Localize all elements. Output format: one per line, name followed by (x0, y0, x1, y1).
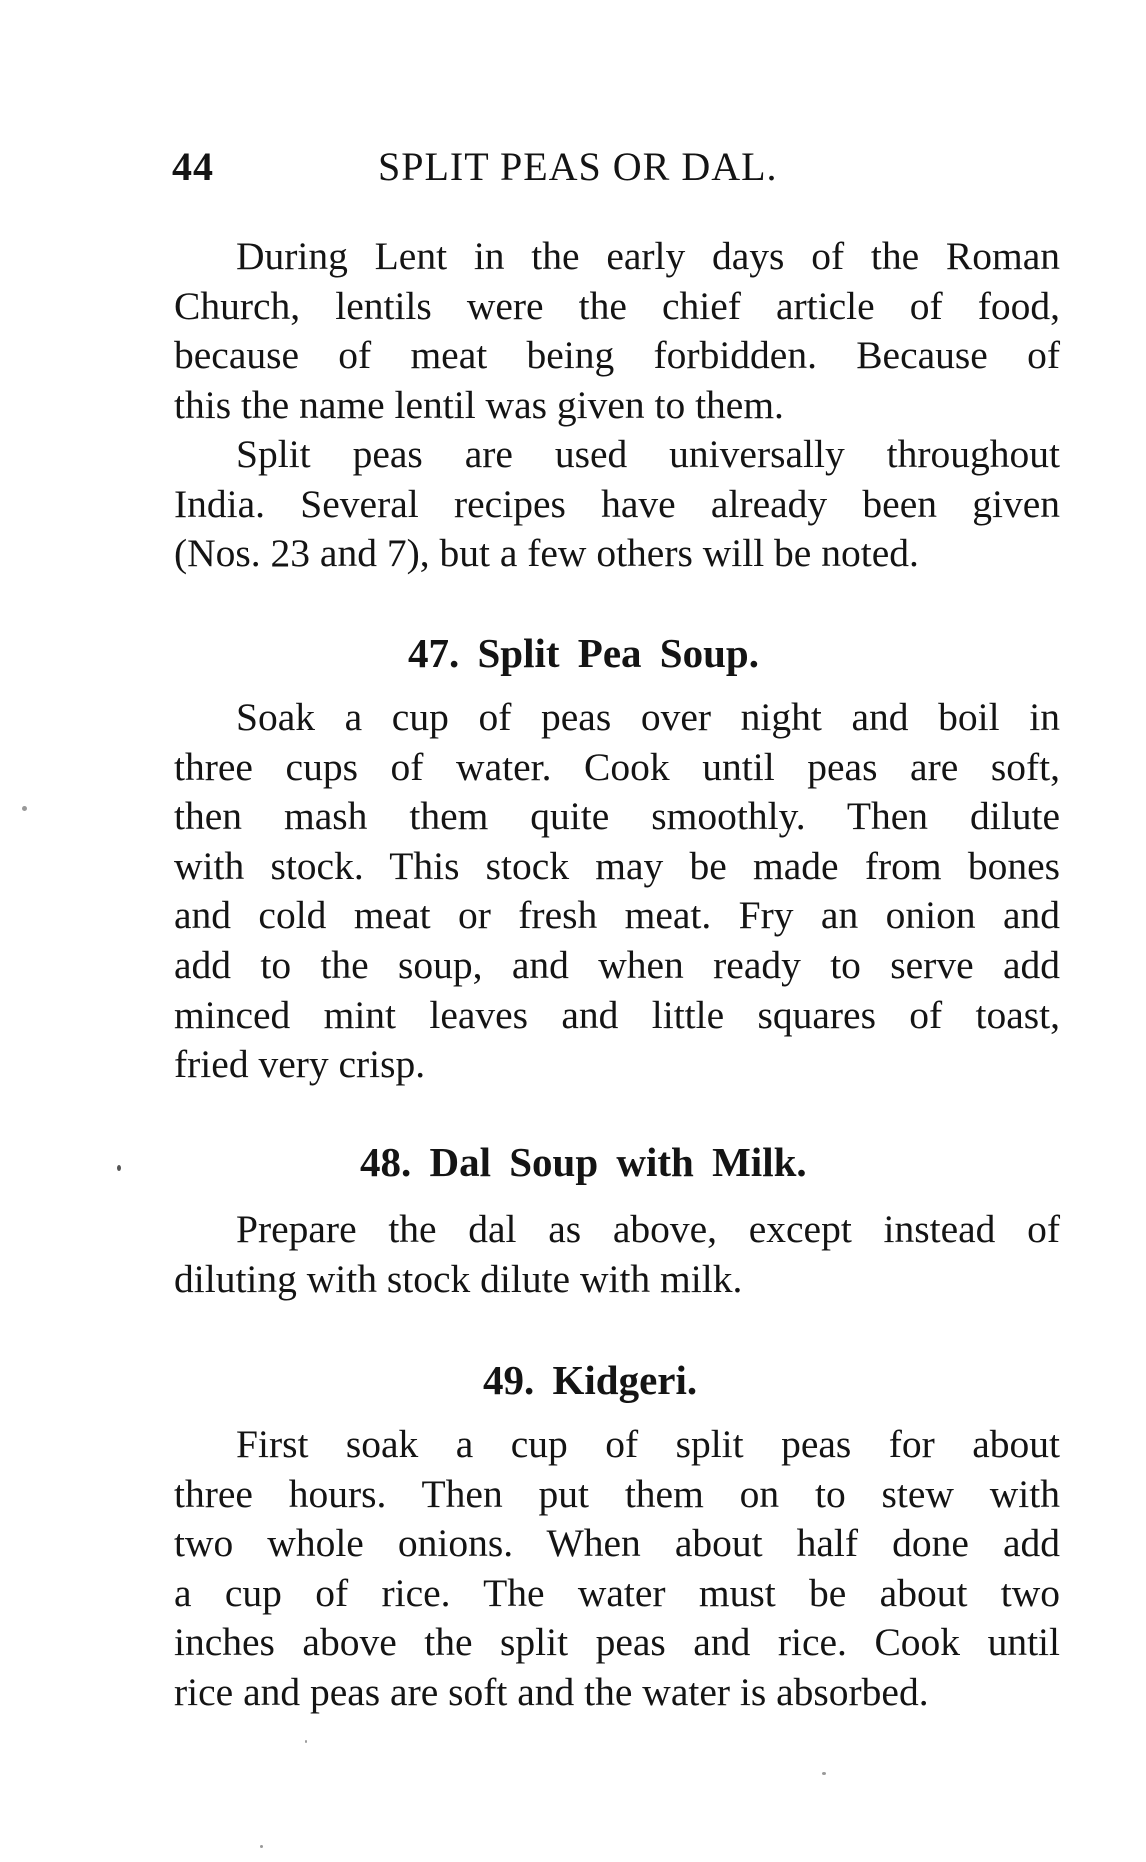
recipe-48-body (174, 1205, 1060, 1304)
text-line: because of meat being forbidden. Because of (174, 333, 1060, 378)
text-line: a cup of rice. The water must be about two (174, 1570, 1060, 1615)
text-line: and cold meat or fresh meat. Fry an onion and (174, 893, 1060, 938)
text-line: add to the soup, and when ready to serve add (174, 942, 1060, 987)
running-title: SPLIT PEAS OR DAL. (378, 144, 778, 189)
scan-speck (22, 806, 27, 811)
scan-speck (117, 1165, 121, 1171)
text-line: with stock. This stock may be made from bones (174, 843, 1060, 888)
intro-paragraph-2 (174, 430, 1060, 579)
text-line: Church, lentils were the chief article of food, (174, 283, 1060, 328)
text-line: rice and peas are soft and the water is absorbed. (174, 1669, 929, 1714)
text-line: Split peas are used universally throughout (236, 432, 1060, 476)
text-line: During Lent in the early days of the Roman (236, 234, 1060, 278)
text-line: three hours. Then put them on to stew with (174, 1471, 1060, 1516)
text-line: two whole onions. When about half done add (174, 1521, 1060, 1566)
text-line: then mash them quite smoothly. Then dilute (174, 794, 1060, 839)
scan-speck (305, 1740, 307, 1743)
recipe-47-body (174, 693, 1060, 1090)
text-line: Prepare the dal as above, except instead of (236, 1207, 1060, 1251)
recipe-49-body (174, 1420, 1060, 1718)
text-line: three cups of water. Cook until peas are soft, (174, 744, 1060, 789)
text-line: India. Several recipes have already been given (174, 481, 1060, 526)
text-line: diluting with stock dilute with milk. (174, 1256, 743, 1301)
text-line: inches above the split peas and rice. Cook until (174, 1620, 1060, 1665)
recipe-48-heading: 48. Dal Soup with Milk. (360, 1139, 807, 1185)
text-line: this the name lentil was given to them. (174, 382, 784, 427)
text-line: Soak a cup of peas over night and boil in (236, 695, 1060, 739)
text-line: (Nos. 23 and 7), but a few others will be noted. (174, 531, 919, 576)
intro-paragraph-1 (174, 232, 1060, 430)
page-header (172, 142, 1072, 192)
recipe-47-heading: 47. Split Pea Soup. (408, 630, 759, 676)
text-line: First soak a cup of split peas for about (236, 1422, 1060, 1466)
page-number: 44 (172, 144, 214, 189)
text-line: minced mint leaves and little squares of toast, (174, 992, 1060, 1037)
text-line: fried very crisp. (174, 1042, 426, 1087)
scan-speck (260, 1845, 263, 1848)
scan-speck (822, 1772, 826, 1775)
recipe-49-heading: 49. Kidgeri. (483, 1357, 698, 1403)
